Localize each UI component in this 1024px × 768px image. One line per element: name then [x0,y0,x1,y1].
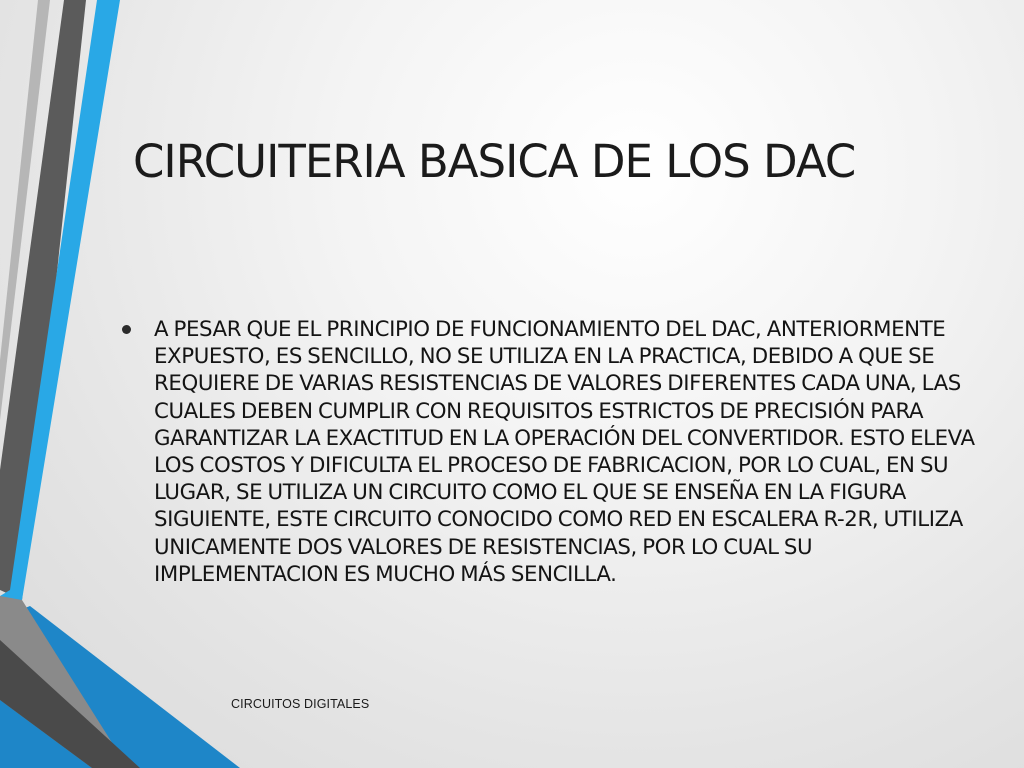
bullet-list [118,316,978,588]
slide-footer: CIRCUITOS DIGITALES [231,697,370,711]
bullet-item [118,316,978,588]
bullet-icon [122,325,131,334]
bullet-text: A PESAR QUE EL PRINCIPIO DE FUNCIONAMIENTO DEL DAC, ANTERIORMENTE EXPUESTO, ES SENCILLO, NO SE UTILIZA EN LA PRACTICA, DEBIDO A QUE SE REQUIERE DE VARIAS RESISTENCIAS DE VALORES DIFERENTES CADA UNA, LAS CUALES DEBEN CUMPLIR CON REQUISITOS ESTRICTOS DE PRECISIÓN PARA GARANTIZAR LA EXACTITUD EN LA OPERACIÓN DEL CONVERTIDOR. ESTO ELEVA LOS COSTOS Y DIFICULTA EL PROCESO DE FABRICACION, POR LO CUAL, EN SU LUGAR, SE UTILIZA UN CIRCUITO COMO EL QUE SE ENSEÑA EN LA FIGURA SIGUIENTE, ESTE CIRCUITO CONOCIDO COMO RED EN ESCALERA R-2R, UTILIZA UNICAMENTE DOS VALORES DE RESISTENCIAS, POR LO CUAL SU IMPLEMENTACION ES MUCHO MÁS SENCILLA. [154,317,975,587]
slide-title: CIRCUITERIA BASICA DE LOS DAC [133,135,856,188]
